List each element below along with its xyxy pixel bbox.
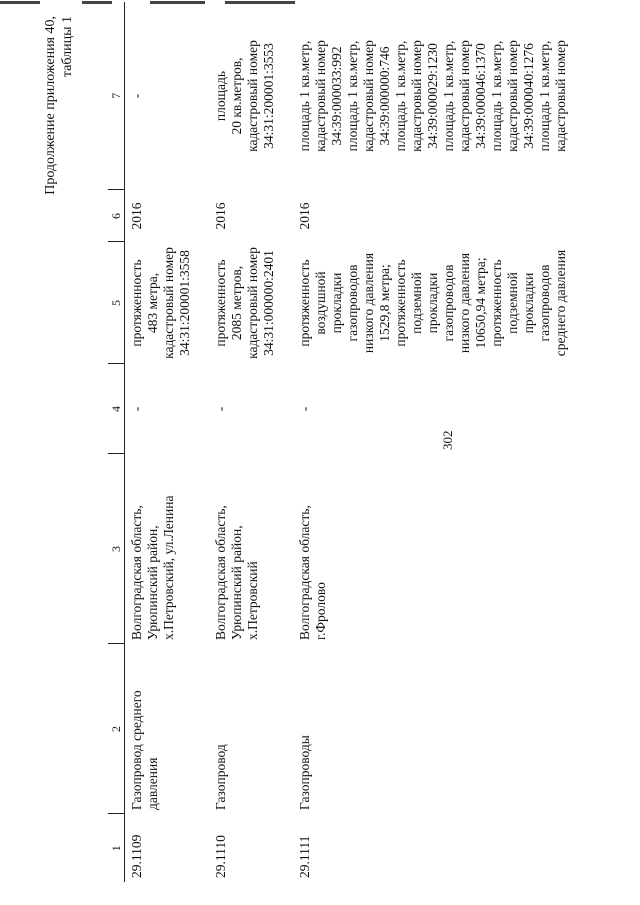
object-address [293,454,593,644]
object-characteristics-line: подземной [408,272,424,334]
year-value: 2016 [296,202,312,230]
caption-line-2: таблицы 1 [60,16,75,78]
object-characteristics-line: протяженность [296,259,312,347]
year-value: 2016 [212,202,228,230]
col4-value: - [212,406,228,412]
object-address-line: Урюпинский район, [228,525,244,640]
table-row [125,2,209,882]
object-characteristics-line: 1529,8 метра; [376,264,392,342]
land-plot-info-line: кадастровый номер [456,40,472,152]
object-address [125,454,209,644]
object-name-line: Газопровод [212,744,228,810]
object-characteristics-line: 2085 метров, [228,265,244,341]
object-address [209,454,293,644]
object-characteristics-line: протяженность [488,259,504,347]
object-characteristics-line: 10650,94 метра; [472,257,488,349]
object-characteristics-line: прокладки [424,272,440,334]
land-plot-info-line: 34:39:000033:992 [328,46,344,146]
land-plot-info [293,2,593,190]
table-row [209,2,293,882]
land-plot-info-line: площадь 1 кв.метр, [536,40,552,152]
object-name [293,644,593,814]
object-characteristics-line: 34:31:000000:2401 [260,250,276,356]
object-characteristics-line: кадастровый номер [244,247,260,359]
header-col-7: 7 [108,2,125,190]
land-plot-info-line: кадастровый номер [244,40,260,152]
object-characteristics-line: среднего давления [552,249,568,357]
land-plot-info-line: кадастровый номер [552,40,568,152]
object-name [209,644,293,814]
object-characteristics-line: кадастровый номер [161,247,176,359]
object-characteristics-line: протяженность [212,259,228,347]
header-col-3: 3 [108,454,125,644]
land-plot-info-line: площадь 1 кв.метр, [440,40,456,152]
object-characteristics-line: протяженность [129,259,144,347]
land-plot-info [125,2,209,190]
header-col-4: 4 [108,364,125,454]
object-characteristics-line: газопроводов [344,264,360,342]
land-plot-info [209,2,293,190]
header-col-5: 5 [108,242,125,364]
object-characteristics-line: низкого давления [360,252,376,354]
object-characteristics-line: прокладки [328,272,344,334]
object-address-line: Волгоградская область, [212,505,228,640]
object-address-line: Урюпинский район, [145,525,160,640]
land-plot-info-line: 34:39:000029:1230 [424,43,440,149]
land-plot-info-line: 20 кв.метров, [228,57,244,135]
land-plot-info-line: 34:39:000040:1276 [520,43,536,149]
row-number: 29.1111 [296,835,312,878]
object-address-line: Волгоградская область, [296,505,312,640]
col4-value: - [129,406,144,412]
land-plot-info-line: 34:39:000000:746 [376,46,392,146]
object-name-line: Газопровод среднего [129,690,144,810]
object-name-line: давления [145,757,160,810]
object-address-line: х.Петровский, ул.Ленина [161,495,176,640]
header-col-6: 6 [108,190,125,242]
object-characteristics [209,242,293,364]
col4-value: - [296,406,312,412]
row-number: 29.1109 [129,834,144,878]
land-plot-info-line: кадастровый номер [312,40,328,152]
object-characteristics-line: протяженность [392,259,408,347]
land-plot-info-line: кадастровый номер [504,40,520,152]
land-plot-info-line: площадь 1 кв.метр, [296,40,312,152]
page-number: 302 [440,430,455,450]
year-value: 2016 [129,202,144,230]
object-address-line: г.Фролово [312,582,328,640]
header-col-2: 2 [108,644,125,814]
appendix-caption [42,16,76,195]
rotated-document [22,0,640,890]
header-row [108,2,125,882]
object-characteristics-line: 34:31:200001:3558 [177,250,192,356]
object-name [125,644,209,814]
object-characteristics-line: подземной [504,272,520,334]
land-plot-info-line: площадь 1 кв.метр, [344,40,360,152]
land-plot-info-line: площадь 1 кв.метр, [488,40,504,152]
land-plot-info-line: 34:39:000046:1370 [472,43,488,149]
object-characteristics-line: 483 метра, [145,272,160,334]
land-plot-info-line: площадь 1 кв.метр, [392,40,408,152]
table-row [293,2,593,882]
land-plot-info-line: кадастровый номер [360,40,376,152]
object-characteristics-line: воздушной [312,271,328,335]
object-characteristics-line: низкого давления [456,252,472,354]
object-name-line: Газопроводы [296,735,312,810]
header-col-1: 1 [108,814,125,882]
object-characteristics [125,242,209,364]
land-plot-info-line: - [129,93,144,99]
row-number: 29.1110 [212,835,228,878]
object-characteristics [293,242,593,364]
caption-line-1: Продолжение приложения 40, [43,16,58,195]
land-plot-info-line: площадь [212,70,228,122]
object-address-line: х.Петровский [244,561,260,640]
object-address-line: Волгоградская область, [129,505,144,640]
register-table [108,2,593,882]
object-characteristics-line: прокладки [520,272,536,334]
land-plot-info-line: 34:31:200001:3553 [260,43,276,149]
object-characteristics-line: газопроводов [536,264,552,342]
land-plot-info-line: кадастровый номер [408,40,424,152]
object-characteristics-line: газопроводов [440,264,456,342]
